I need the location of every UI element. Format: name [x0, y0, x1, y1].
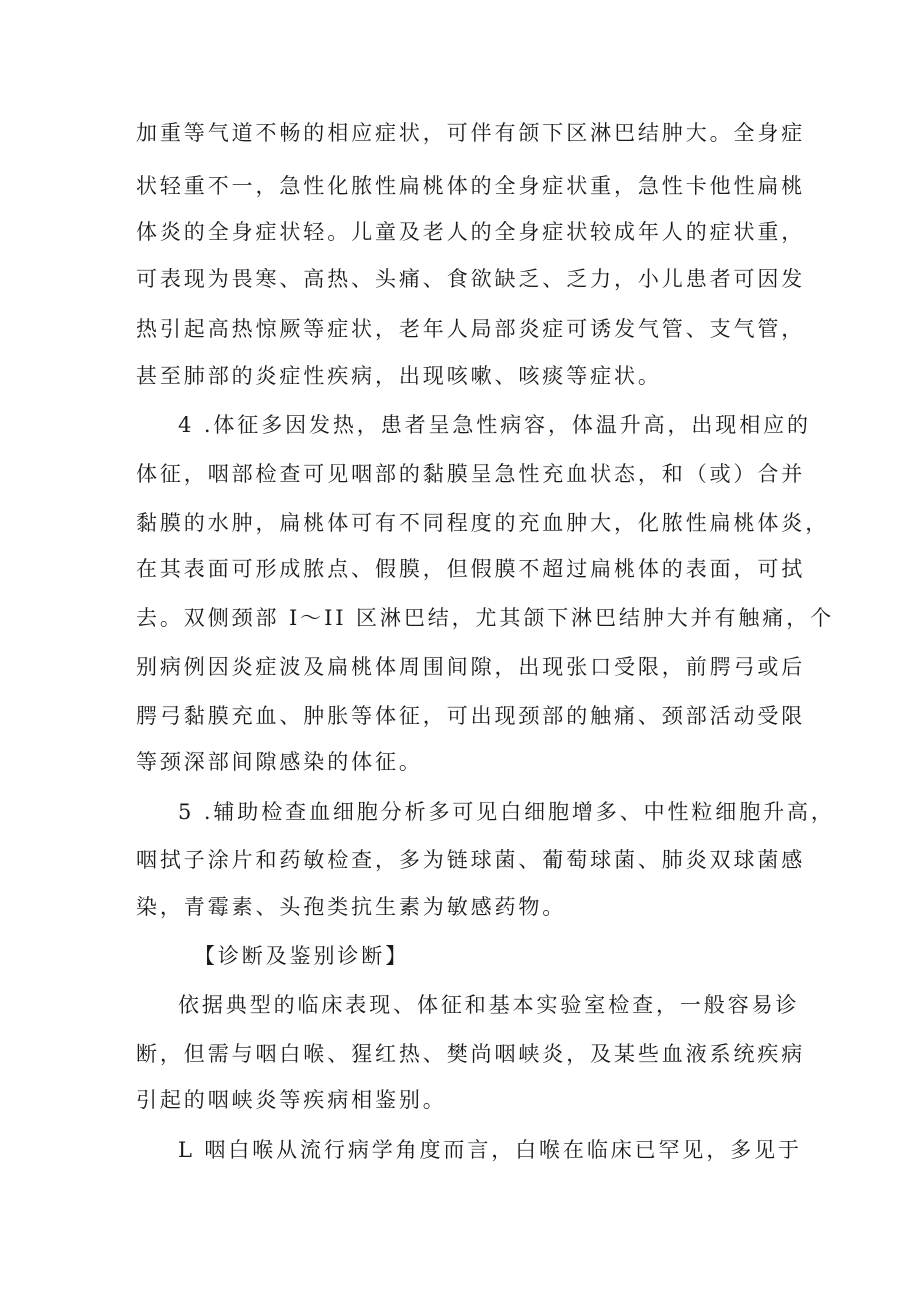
text-line: 咽拭子涂片和药敏检查，多为链球菌、葡萄球菌、肺炎双球菌感	[136, 848, 806, 872]
text-line: 在其表面可形成脓点、假膜，但假膜不超过扁桃体的表面，可拭	[136, 557, 806, 581]
text-line: 等颈深部间隙感染的体征。	[136, 750, 423, 774]
text-line: 黏膜的水肿，扁桃体可有不同程度的充血肿大，化脓性扁桃体炎，	[136, 511, 830, 535]
text-line: 体征，咽部检查可见咽部的黏膜呈急性充血状态，和（或）合并	[136, 462, 806, 486]
text-line: L 咽白喉从流行病学角度而言，白喉在临床已罕见，多见于	[178, 1138, 802, 1162]
text-line: 断，但需与咽白喉、猩红热、樊尚咽峡炎，及某些血液系统疾病	[136, 1042, 806, 1066]
text-line: 5 .辅助检查血细胞分析多可见白细胞增多、中性粒细胞升高，	[178, 800, 835, 824]
text-line: 加重等气道不畅的相应症状，可伴有颌下区淋巴结肿大。全身症	[136, 121, 806, 145]
text-line: 去。双侧颈部 I～II 区淋巴结，尤其颌下淋巴结肿大并有触痛，个	[136, 606, 835, 630]
text-line: 热引起高热惊厥等症状，老年人局部炎症可诱发气管、支气管，	[136, 317, 806, 341]
text-line: 引起的咽峡炎等疾病相鉴别。	[136, 1088, 447, 1112]
text-line: 4 .体征多因发热，患者呈急性病容，体温升高，出现相应的	[178, 413, 811, 437]
text-line: 腭弓黏膜充血、肿胀等体征，可出现颈部的触痛、颈部活动受限	[136, 704, 806, 728]
text-line: 体炎的全身症状轻。儿童及老人的全身症状较成年人的症状重，	[136, 220, 806, 244]
text-line: 染，青霉素、头孢类抗生素为敏感药物。	[136, 895, 567, 919]
section-heading: 【诊断及鉴别诊断】	[194, 944, 410, 968]
text-line: 状轻重不一，急性化脓性扁桃体的全身症状重，急性卡他性扁桃	[136, 174, 806, 198]
text-line: 别病例因炎症波及扁桃体周围间隙，出现张口受限，前腭弓或后	[136, 655, 806, 679]
text-line: 甚至肺部的炎症性疾病，出现咳嗽、咳痰等症状。	[136, 364, 662, 388]
text-line: 依据典型的临床表现、体征和基本实验室检查，一般容易诊	[178, 993, 800, 1017]
text-line: 可表现为畏寒、高热、头痛、食欲缺乏、乏力，小儿患者可因发	[136, 267, 806, 291]
